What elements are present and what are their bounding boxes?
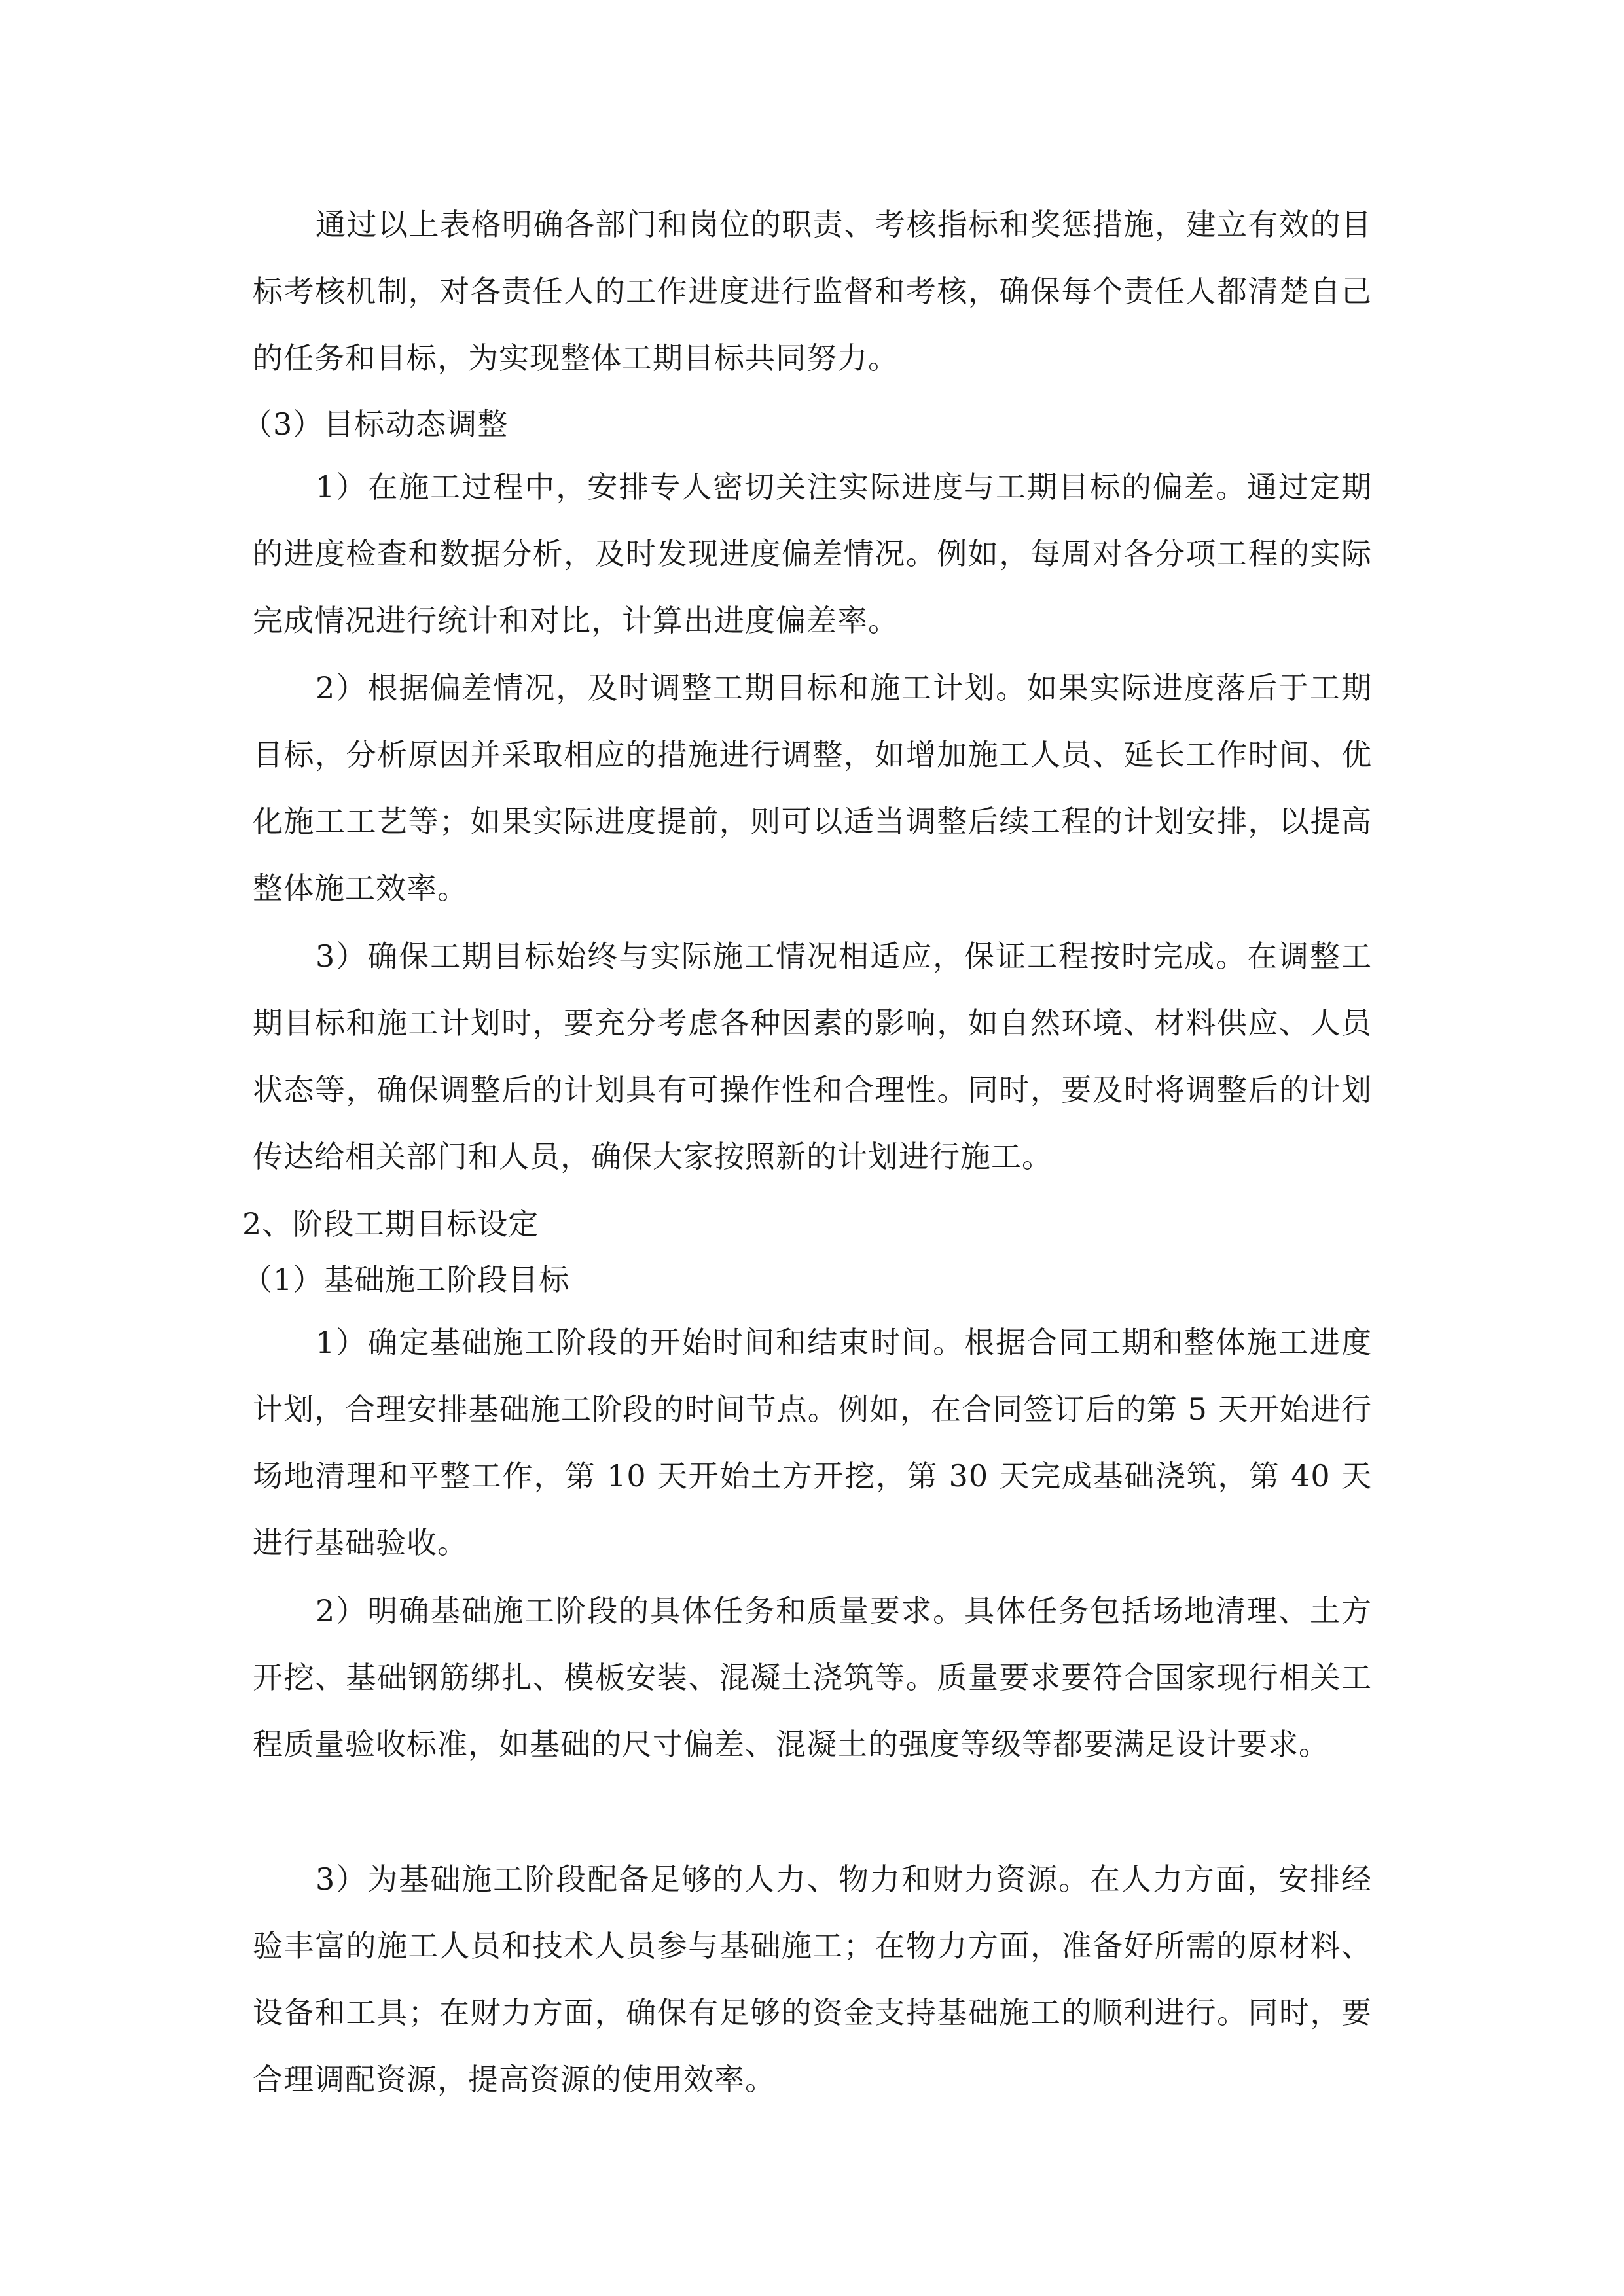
section-3-item-3: 3）确保工期目标始终与实际施工情况相适应，保证工程按时完成。在调整工期目标和施工计划时，要充分考虑各种因素的影响，如自然环境、材料供应、人员状态等，确保调整后的计划具有可操作性和合理性。同时，要及时将调整后的计划传达给相关部门和人员，确保大家按照新的计划进行施工。	[253, 939, 1372, 1174]
subsection-heading-foundation-stage: （1）基础施工阶段目标	[242, 1262, 570, 1297]
intro-paragraph: 通过以上表格明确各部门和岗位的职责、考核指标和奖惩措施，建立有效的目标考核机制，对各责任人的工作进度进行监督和考核，确保每个责任人都清楚自己的任务和目标，为实现整体工期目标共同努力。	[253, 207, 1372, 376]
section-heading-target-adjustment: （3）目标动态调整	[242, 406, 509, 442]
section-3-item-2: 2）根据偏差情况，及时调整工期目标和施工计划。如果实际进度落后于工期目标，分析原因并采取相应的措施进行调整，如增加施工人员、延长工作时间、优化施工工艺等；如果实际进度提前，则可以适当调整后续工程的计划安排，以提高整体施工效率。	[253, 670, 1372, 906]
section-3-item-1: 1）在施工过程中，安排专人密切关注实际进度与工期目标的偏差。通过定期的进度检查和数据分析，及时发现进度偏差情况。例如，每周对各分项工程的实际完成情况进行统计和对比，计算出进度偏差率。	[253, 469, 1372, 638]
subsection-1-item-1: 1）确定基础施工阶段的开始时间和结束时间。根据合同工期和整体施工进度计划，合理安排基础施工阶段的时间节点。例如，在合同签订后的第 5 天开始进行场地清理和平整工作，第 10 天开始土方开挖，第 30 天完成基础浇筑，第 40 天进行基础验收。	[253, 1325, 1372, 1560]
section-heading-stage-schedule: 2、阶段工期目标设定	[242, 1206, 539, 1242]
subsection-1-item-2: 2）明确基础施工阶段的具体任务和质量要求。具体任务包括场地清理、土方开挖、基础钢筋绑扎、模板安装、混凝土浇筑等。质量要求要符合国家现行相关工程质量验收标准，如基础的尺寸偏差、混凝土的强度等级等都要满足设计要求。	[253, 1593, 1372, 1762]
subsection-1-item-3: 3）为基础施工阶段配备足够的人力、物力和财力资源。在人力方面，安排经验丰富的施工人员和技术人员参与基础施工；在物力方面，准备好所需的原材料、设备和工具；在财力方面，确保有足够的资金支持基础施工的顺利进行。同时，要合理调配资源，提高资源的使用效率。	[253, 1861, 1372, 2097]
